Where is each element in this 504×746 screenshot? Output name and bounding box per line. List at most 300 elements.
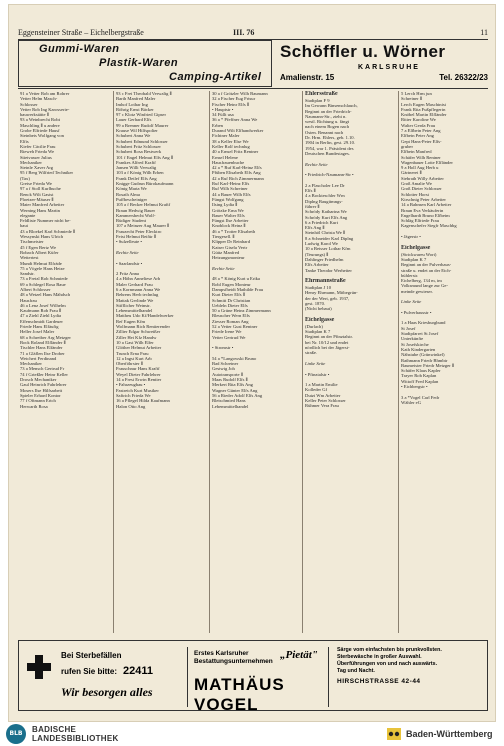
directory-entry: Dr. Hrm. Ehlers, geb. 1.10.: [305, 135, 355, 141]
directory-entry: Wessynski Hans Ulrich: [20, 234, 64, 240]
directory-entry: König Maria We: [116, 186, 147, 192]
directory-entry: Stadtplan J 10: [305, 285, 332, 291]
schoeffler-tel: Tel. 26322/23: [439, 73, 488, 82]
directory-entry: • Pulverhausstr •: [401, 309, 432, 315]
directory-entry: 4 a Bockteschler Wrn: [305, 193, 345, 199]
directory-entry: Friede Irene We: [212, 329, 242, 335]
directory-entry: Autotransporte Ⅱ: [212, 371, 243, 377]
directory-entry: Schmitt Dr Christian: [212, 297, 251, 303]
cross-icon: [27, 655, 51, 679]
directory-entry: Heizungsmonteur: [212, 255, 245, 261]
directory-entry: Schreiner Ⅱ: [401, 96, 423, 102]
directory-entry: Feldliste Nummer nicht be-: [20, 218, 71, 224]
directory-entry: Fichtner Maler: [212, 133, 240, 139]
directory-entry: Oberföhrster Ⅱ: [116, 361, 143, 367]
directory-entry: Kaufmann Rob Frau Ⅱ: [20, 308, 62, 314]
directory-entry: Schubert Edmund Schlosser: [116, 138, 168, 144]
directory-entry: 54 a *Langowski Bruno: [212, 355, 257, 361]
directory-entry: Uebleln Dieter Elfs: [212, 302, 248, 308]
column-divider: [209, 91, 210, 633]
directory-entry: (Teurungs) Ⅱ: [305, 251, 329, 257]
directory-entry: Tanke Theodor Werheiter: [305, 267, 352, 273]
directory-entry: Rechte Seite: [212, 265, 235, 271]
directory-entry: westl. Richtung u. fängt: [305, 119, 350, 125]
directory-entry: 71 a Gläflen Ilse Drober: [20, 350, 65, 356]
directory-entry: 1954, war 1. Präsident des: [305, 145, 354, 151]
directory-entry: 50 a Grüne Heinz Zimmermann: [212, 308, 271, 314]
directory-entry: Knigge Gudrun Bürokaufmann: [116, 181, 174, 187]
blb-line1: BADISCHE: [32, 725, 77, 734]
directory-entry: Schubert Anna We: [116, 133, 151, 139]
blb-logo-icon[interactable]: BLB: [6, 724, 26, 744]
directory-entry: 4 a Höhn Anneliese Arb: [116, 276, 161, 282]
directory-entry: Erben: [212, 122, 223, 128]
directory-entry: Groß Amalie We: [401, 181, 432, 187]
directory-entry: 2 Fritz Anna: [116, 271, 139, 277]
directory-entry: 97 c Klotz Winfried Gipser: [116, 112, 166, 118]
directory-entry: Fastreich Kurt Musiker: [116, 387, 159, 393]
directory-entry: führer Ⅱ: [305, 203, 320, 209]
ad-bestattung-firm: [187, 647, 329, 714]
directory-entry: Mundt Helmut Elfräde: [20, 260, 62, 266]
directory-column-2: [116, 91, 208, 633]
directory-entry: 74 f Grießler Heinr Keller: [20, 371, 68, 377]
directory-entry: Tischler Hans Elfänder: [20, 345, 63, 351]
ad-rule: [18, 88, 488, 89]
directory-entry: Maas Rudolf Elfs Ⅱ: [212, 377, 248, 383]
directory-entry: Klipper Dr Reinhard: [212, 239, 251, 245]
blb-line2: LANDESBIBLIOTHEK: [32, 734, 119, 743]
directory-entry: Bobach Albert Küfer: [20, 249, 59, 255]
directory-entry: 16 a Pflegel Hilda Kaufmann: [116, 398, 170, 404]
directory-entry: Keller Peter Schlosser: [305, 398, 346, 404]
directory-entry: 34 Füllt usa: [212, 112, 234, 118]
directory-entry: 107 a Meinzer Aug Maurer Ⅱ: [116, 223, 170, 229]
directory-entry: Linke Seite: [305, 360, 326, 366]
directory-entry: Gaul Heinrich Fahrlehrer: [20, 382, 67, 388]
detail-address: HIRSCHSTRASSE 42-44: [337, 678, 421, 685]
directory-entry: Knöbel Martin Elfländer: [401, 112, 447, 118]
directory-entry: Rosath Alma: [116, 191, 140, 197]
directory-entry: Osten. Benannt nach: [305, 129, 344, 135]
directory-entry: Lebensmittelhandel: [212, 403, 249, 409]
directory-entry: 9 a Holl Aug Herb u: [401, 165, 439, 171]
directory-entry: Ziller Hei Kfz Handw: [116, 334, 157, 340]
directory-entry: Puffbescheiniger: [116, 196, 148, 202]
ad-gummi-line1: Gummi-Waren: [39, 43, 120, 55]
directory-entry: Rathmann Friedr Bhmbtr: [401, 357, 448, 363]
directory-entry: Schrödy Katharina We: [305, 209, 347, 215]
directory-entry: gest. 1870.: [305, 300, 326, 306]
directory-entry: bühlerstr.: [401, 272, 419, 278]
directory-entry: Eichelberg, 134 m, im: [401, 278, 442, 284]
directory-entry: • Friedrich-Naumann-Str •: [305, 172, 354, 178]
ad-bestattung-line1: Bei Sterbefällen: [61, 651, 122, 660]
directory-entry: nach einem Bogen nach: [305, 124, 350, 130]
directory-entry: Rechte Seite: [305, 161, 328, 167]
directory-entry: Bad Schreiner: [212, 361, 239, 367]
detail-2: Sterbewäsche in großer Auswahl.: [337, 654, 422, 660]
directory-entry: 5 Lerch Hrm jun: [401, 91, 432, 96]
directory-entry: Ernsel Helene: [212, 154, 238, 160]
schoeffler-street: Amalienstr. 15: [280, 73, 335, 82]
directory-entry: St Josefskirche: [401, 341, 429, 347]
directory-entry: 75 a Vögele Hans Heize: [20, 265, 65, 271]
directory-entry: Wittoff Fred Kaplan: [401, 378, 439, 384]
directory-column-5: [401, 91, 489, 633]
directory-entry: Schläg Elfriede Frau: [401, 218, 440, 224]
directory-entry: Kaiser Gisela Vertr: [212, 244, 248, 250]
directory-entry: Rieweh Frieda We: [20, 149, 54, 155]
directory-entry: Mechaniker: [20, 159, 42, 165]
directory-entry: 73 a Fretzl Rob Schmiede: [20, 276, 68, 282]
directory-entry: Glöther Helmut Arbeiter: [116, 345, 162, 351]
directory-entry: Werning Hans Martin: [20, 207, 60, 213]
directory-entry: Trayer Rob Kaplan: [401, 373, 437, 379]
directory-entry: Keller Rolf technlug: [212, 143, 250, 149]
directory-entry: 36 a * Pfeffner Anna We: [212, 117, 258, 123]
directory-entry: 44 a Bauer Wilh Elfs: [212, 191, 251, 197]
schoeffler-name: Schöffler u. Wörner: [280, 42, 446, 61]
directory-column-4: [305, 91, 397, 633]
directory-entry: Robl Eugen Monteur: [212, 281, 251, 287]
directory-entry: Schäfer Klaus Kapler: [401, 368, 441, 374]
ad-bestattung-call: rufen Sie bitte:: [61, 667, 118, 676]
directory-entry: 1 a Haas Kriesburgbund: [401, 320, 446, 326]
directory-entry: 93 a Weinbrecht Robt: [20, 117, 60, 123]
directory-entry: Ludwig Karol We: [305, 241, 338, 247]
directory-entry: straße.: [305, 350, 318, 356]
directory-entry: 1 a Martin Emilie: [305, 382, 338, 388]
directory-entry: 10 a Gast Wilh Elfer: [116, 339, 154, 345]
directory-entry: Merkert Rita Elfs Ang: [212, 382, 253, 388]
directory-entry: Trunch Erna Frau: [116, 350, 149, 356]
directory-entry: Mosers Ilse Hilfsarbeit: [20, 387, 63, 393]
directory-entry: Mattak Gerlinde We: [116, 297, 154, 303]
directory-entry: Rechte Seite: [116, 249, 139, 255]
directory-entry: Weichert Ferdinand: [20, 355, 57, 361]
firm-name: MATHÄUS VOGEL: [194, 675, 285, 714]
directory-entry: elegante: [20, 212, 36, 218]
directory-entry: Frauschnur Hans Kraftf: [116, 366, 160, 372]
directory-entry: 2 a Flascholer Lee Dr: [305, 182, 345, 188]
directory-entry: Wolfmann Rich Rentierender: [116, 324, 170, 330]
directory-entry: 46 a * Trotter Elisabeth: [212, 228, 256, 234]
directory-entry: Lauer Gerhard Elfs: [116, 117, 152, 123]
directory-entry: Ehrmannstraße: [305, 278, 346, 285]
directory-entry: Unterkünfte: [401, 336, 424, 342]
directory-entry: • Eichbergstr •: [401, 384, 428, 390]
directory-entry: Vetter Helm Masch-: [20, 96, 58, 102]
directory-entry: Elfbein Manfred: [401, 149, 432, 155]
directory-entry: Baumeister Friedr Metzger Ⅱ: [401, 362, 455, 368]
directory-entry: Groß Dieter Schlosser: [401, 186, 442, 192]
directory-entry: Braun Hedwig Bauer: [116, 207, 156, 213]
directory-entry: Maier Manfred Arbeiter: [20, 202, 65, 208]
directory-entry: Schlotter Horst: [401, 191, 429, 197]
directory-entry: Füngst Ilse Arbeiter: [212, 218, 249, 224]
directory-entry: bauwerkstätte Ⅱ: [20, 112, 49, 118]
directory-entry: Saftrich Frieda We: [116, 392, 151, 398]
directory-entry: Gept Hans-Peter Elfs-: [401, 138, 442, 144]
directory-entry: 43 a Bloekel Karl Schmiede Ⅱ: [20, 228, 76, 234]
blb-name[interactable]: [32, 725, 119, 743]
directory-entry: Im Gewann Binsenschlauch,: [305, 103, 358, 109]
directory-entry: Zillier Edgar Schweißer: [116, 329, 161, 335]
directory-entry: Lebensmittelhandel: [116, 308, 153, 314]
directory-entry: Elfbein Peter Ang: [401, 133, 434, 139]
directory-entry: meinde gewieser.: [401, 288, 433, 294]
directory-entry: Tiergesell. Ⅱ: [212, 234, 235, 240]
directory-entry: Heller Josef Maler: [20, 329, 55, 335]
directory-entry: Ref Eugen Kfm: [116, 318, 146, 324]
ad-bestattung-slogan: Wir besorgen alles: [61, 685, 153, 699]
directory-entry: Rühmer Vera Frau: [305, 403, 339, 409]
firm-pietat: „Pietät": [280, 649, 318, 661]
column-divider: [302, 91, 303, 633]
directory-entry: Bleischmied Hans: [212, 398, 246, 404]
directory-entry: Diplng Baugitmngs-: [305, 198, 343, 204]
directory-entry: (Durlach): [305, 323, 323, 329]
directory-entry: Linke Seite: [401, 299, 422, 305]
directory-entry: 45 f Egen Bertz We: [20, 244, 57, 250]
directory-entry: • Saarlandstr •: [116, 260, 143, 266]
directory-entry: Ritter Karoline We: [401, 117, 436, 123]
directory-entry: 93 c Frei Theobald Verwaltg Ⅱ: [116, 91, 172, 96]
bw-name[interactable]: Baden-Württemberg: [406, 729, 493, 739]
directory-entry: Albert Schlosser: [20, 286, 51, 292]
directory-entry: 32 a Fischer Eug Frisur: [212, 96, 256, 102]
directory-entry: Bock Roland Elfländer Ⅱ: [20, 339, 66, 345]
directory-entry: Stadtplan K 7: [305, 329, 331, 335]
directory-entry: Tischmeister: [20, 239, 44, 245]
directory-column-1: [20, 91, 112, 633]
directory-entry: Wähler eG: [401, 399, 422, 405]
directory-entry: 30 a f Grötzler Wilh Baumann: [212, 91, 268, 96]
directory-entry: Elfs Ang Ⅱ: [305, 225, 325, 231]
directory-entry: Schubert Rosa Bestwerk: [116, 149, 162, 155]
directory-entry: Halon Otto Ang: [116, 403, 146, 409]
directory-entry: baut: [20, 223, 28, 229]
directory-entry: St Josef: [401, 325, 416, 331]
ad-bestattung: [18, 640, 488, 714]
directory-entry: 97 a f Stoll Kurlbuche: [20, 186, 61, 192]
directory-entry: Sandstr.: [20, 271, 35, 277]
ad-gummi-waren: [18, 40, 272, 87]
directory-entry: Stadtplan K 7: [401, 256, 427, 262]
directory-entry: Elfs Ⅱ: [305, 188, 316, 194]
directory-entry: Spieler Erhard Kontor: [20, 392, 61, 398]
detail-3: Überführungen von und nach auswärts.: [337, 661, 438, 667]
directory-entry: Beginnt an der Pulverhaus-: [401, 262, 452, 268]
directory-entry: Wagner Günter Elfs Ang: [212, 387, 258, 393]
directory-entry: Pfüben Elisabeth Elfs Ang: [212, 170, 261, 176]
directory-entry: Dutzi Wm Arbeiter: [305, 392, 341, 398]
directory-entry: Ehlersstraße: [305, 91, 338, 97]
viewer-footer: [0, 722, 504, 746]
firm-sub: Bestattungsunternehmen: [194, 658, 273, 665]
directory-entry: 99 a Brenner Rudolf Maurer: [116, 122, 169, 128]
directory-entry: Beginnt an der Pfinztalstr.: [305, 334, 353, 340]
directory-entry: 68 a Schreiber Arg Metzger: [20, 334, 71, 340]
detail-4: Tag und Nacht.: [337, 668, 375, 674]
directory-entry: Güttz Manfred: [212, 249, 240, 255]
directory-entry: Bleuscher Wern Elfs: [212, 313, 250, 319]
directory-entry: 48 a * König Kurt u Erika: [212, 276, 260, 282]
header-street: Eggensteiner Straße – Eichelbergstraße: [18, 28, 144, 37]
ad-schoeffler: [280, 42, 488, 87]
directory-entry: 8 a Schneider Karl Diplng: [305, 235, 354, 241]
directory-entry: Barth Manfred Maler: [116, 96, 156, 102]
directory-entry: Herwarth Rosa: [20, 403, 48, 409]
directory-entry: 48 a Wetzel Hans Mähdsch: [20, 292, 71, 298]
directory-entry: Feist Helmut Beifür Ⅱ: [116, 234, 157, 240]
directory-entry: Maler Gerhard Frau: [116, 281, 153, 287]
directory-entry: (Nicht bebaut): [305, 306, 332, 312]
directory-entry: Hausfrauenbuche: [212, 159, 245, 165]
column-divider: [113, 91, 114, 633]
directory-entry: Schrödy Kurt Elfs Ang: [305, 214, 348, 220]
directory-entry: Kiefer Cäcilie Frau: [20, 143, 56, 149]
header-right: 11: [480, 28, 488, 37]
directory-entry: Maschling Ⅱ u andere: [20, 122, 60, 128]
directory-entry: Renck Wilt Gastst: [20, 191, 54, 197]
directory-entry: 10 a Beisser Lothar Kfm: [305, 246, 351, 252]
directory-entry: Vetter Rob Ing Karosserie-: [20, 106, 70, 112]
ad-bestattung-phone: 22411: [123, 665, 153, 677]
directory-entry: Jansen Willi Verwaltg: [116, 165, 157, 171]
directory-entry: (Strickwareu Wort): [401, 251, 437, 257]
directory-entry: gruber: [401, 143, 413, 149]
directory-entry: Volksmund lange zur Ge-: [401, 283, 448, 289]
directory-entry: Effenschmidt Gardeuer: [20, 318, 63, 324]
directory-entry: Deutschen Bundestages.: [305, 150, 350, 156]
directory-entry: 91 a Vetter Rob am Rohrer: [20, 91, 70, 96]
directory-entry: 14 a Fresi Erwin Rentier: [116, 377, 162, 383]
directory-entry: Gestwig Joh: [212, 366, 235, 372]
directory-entry: Frankes Alfred Kraftf: [116, 159, 156, 165]
directory-entry: • Sulzelleute •: [116, 239, 142, 245]
directory-entry: Ziesser Roman Ang: [212, 318, 249, 324]
directory-entry: 69 a Schlegel Rosa Baue: [20, 281, 66, 287]
directory-entry: Grobe Elfriede Hausf: [20, 128, 60, 134]
directory-entry: 40 a Ernsel Fritz Rentner: [212, 149, 259, 155]
directory-entry: Elfs Arbeiter: [305, 262, 329, 268]
directory-entry: 14 a Bahnsen Karl Arbeiter: [401, 202, 452, 208]
directory-entry: • Pfinztalstr •: [305, 371, 330, 377]
directory-entry: Frank Rita Fußpflegerin: [401, 106, 446, 112]
directory-entry: Braun Eva Verkäuferin: [401, 207, 444, 213]
directory-entry: Mechaniker: [20, 361, 42, 367]
directory-entry: Krause Wil Hilfspolier: [116, 128, 158, 134]
directory-entry: 52 a Vetter Gust Rentner: [212, 324, 258, 330]
directory-entry: 103 a f König Wilh Erben: [116, 170, 164, 176]
schoeffler-address: [280, 73, 488, 82]
directory-entry: Ktrschnig Peter Arbeiter: [401, 196, 446, 202]
directory-entry: 12 a Ingst Kurt Arb: [116, 355, 152, 361]
directory-entry: der der Wert, geb. 1937,: [305, 295, 350, 301]
directory-entry: Wagenbauer Lotte Elfländer: [401, 159, 453, 165]
directory-entry: • Fahrzeugbau •: [116, 382, 146, 388]
directory-entry: Ploetzer-Mäuser Ⅱ: [20, 196, 54, 202]
directory-entry: Stadtpfarrei St Josef: [401, 331, 439, 337]
directory-entry: Elfis: [20, 138, 29, 144]
directory-entry: Stietvasser Julius: [20, 154, 52, 160]
directory-entry: Dahlinger Friedhelm: [305, 256, 344, 262]
ad-bestattung-line2: [61, 665, 153, 677]
directory-entry: 38 a Keller Else We: [212, 138, 249, 144]
directory-entry: • Stromstr •: [212, 345, 234, 351]
directory-entry: Stadtplan F 9: [305, 98, 330, 103]
directory-entry: Füngst Wolfgang: [212, 196, 244, 202]
directory-entry: Eichelgasse: [401, 244, 431, 251]
directory-entry: Weyel Dieter Fahrlehrer: [116, 371, 161, 377]
directory-entry: Engelhardt Bruno Elfbeim: [401, 212, 450, 218]
directory-entry: Frank Detlef Elfs Ang: [116, 175, 157, 181]
directory-entry: Kammersbecht Wolf-: [116, 212, 156, 218]
directory-entry: Walter Gerda Frau: [401, 122, 436, 128]
directory-entry: Beginnt an der Friedrich-: [305, 108, 352, 114]
ad-gummi-line2: Plastik-Waren: [99, 57, 179, 69]
directory-entry: Wettertest: [20, 255, 39, 261]
directory-entry: Nähstube (Grünwinkel): [401, 352, 445, 358]
directory-entry: Ruf Wilh Schreiner: [212, 186, 248, 192]
column-divider: [398, 91, 399, 633]
directory-entry: Grötzke Erna We: [212, 207, 244, 213]
ad-gummi-line3: Camping-Artikel: [169, 71, 262, 83]
firm-top: Erstes Karlsruher: [194, 650, 249, 657]
bw-lion-icon: [386, 726, 402, 742]
directory-entry: nördlich bei der Jägerst-: [305, 345, 350, 351]
directory-entry: • Hauptstr •: [212, 106, 234, 112]
directory-entry: Greise Frieda We: [20, 181, 52, 187]
directory-entry: Ilsing Lydia Ⅱ: [212, 202, 238, 208]
directory-entry: 42 a Ruf Rich Zimmermann: [212, 175, 264, 181]
directory-entry: Ruf Karl-Heinz Elfs: [212, 181, 250, 187]
directory-entry: Durand Wilt Elfhandwerker: [212, 128, 264, 134]
directory-entry: 46 a Lenz Josef Wilhelm: [20, 302, 66, 308]
directory-column-3: [212, 91, 304, 633]
directory-entry: • Jägerstr •: [401, 234, 421, 240]
directory-entry: Kolleder Gf: [305, 387, 328, 393]
directory-entry: Frauzecht Peter Elecktro: [116, 228, 162, 234]
directory-entry: bei Nr. 10/12 und endet: [305, 339, 349, 345]
directory-entry: 6 a Friedrich Kurt: [305, 219, 339, 225]
directory-entry: 105 a f Becker Helmut Kraftf: [116, 202, 171, 208]
directory-entry: Steinle Xaver Arg: [20, 165, 54, 171]
directory-entry: Fischer Heinr Elfs Ⅱ: [212, 101, 250, 107]
directory-entry: 73 a Mensch Gertrud Fr: [20, 366, 65, 372]
schoeffler-city: KARLSRUHE: [358, 64, 420, 71]
directory-entry: Steinhöl Christa We Ⅱ: [305, 230, 346, 236]
directory-entry: Röhrig Ernst Bäcker: [116, 106, 154, 112]
directory-entry: Imhof Lothar Ing: [116, 101, 148, 107]
directory-entry: 47 a Ziehl Ziehl Lydia: [20, 313, 62, 319]
directory-entry: 1904 in Berlin, gest. 29.10.: [305, 140, 356, 146]
directory-entry: Steinbeis Wolfgang von: [20, 133, 64, 139]
directory-entry: 3 a *Vogel Carl Fedr: [401, 394, 440, 400]
directory-entry: Vetter Gertrud We: [212, 334, 246, 340]
directory-entry: Schäfer Wilh Rentner: [401, 154, 441, 160]
directory-entry: Mattheu Udo Kf/Handelwerker: [116, 313, 174, 319]
directory-entry: Eichelgasse: [305, 316, 335, 323]
directory-entry: Kath Kindergarten: [401, 346, 436, 352]
directory-entry: Dampsfheidt Mathilde Frau: [212, 286, 264, 292]
directory-entry: straße u. endet an der Eich-: [401, 267, 452, 273]
directory-entry: 101 f Engel Helmut Elfs Ang Ⅱ: [116, 154, 174, 160]
ad-bestattung-details: [337, 647, 485, 685]
directory-entry: Henry Ehrmann, Mitbegrün-: [305, 290, 358, 296]
